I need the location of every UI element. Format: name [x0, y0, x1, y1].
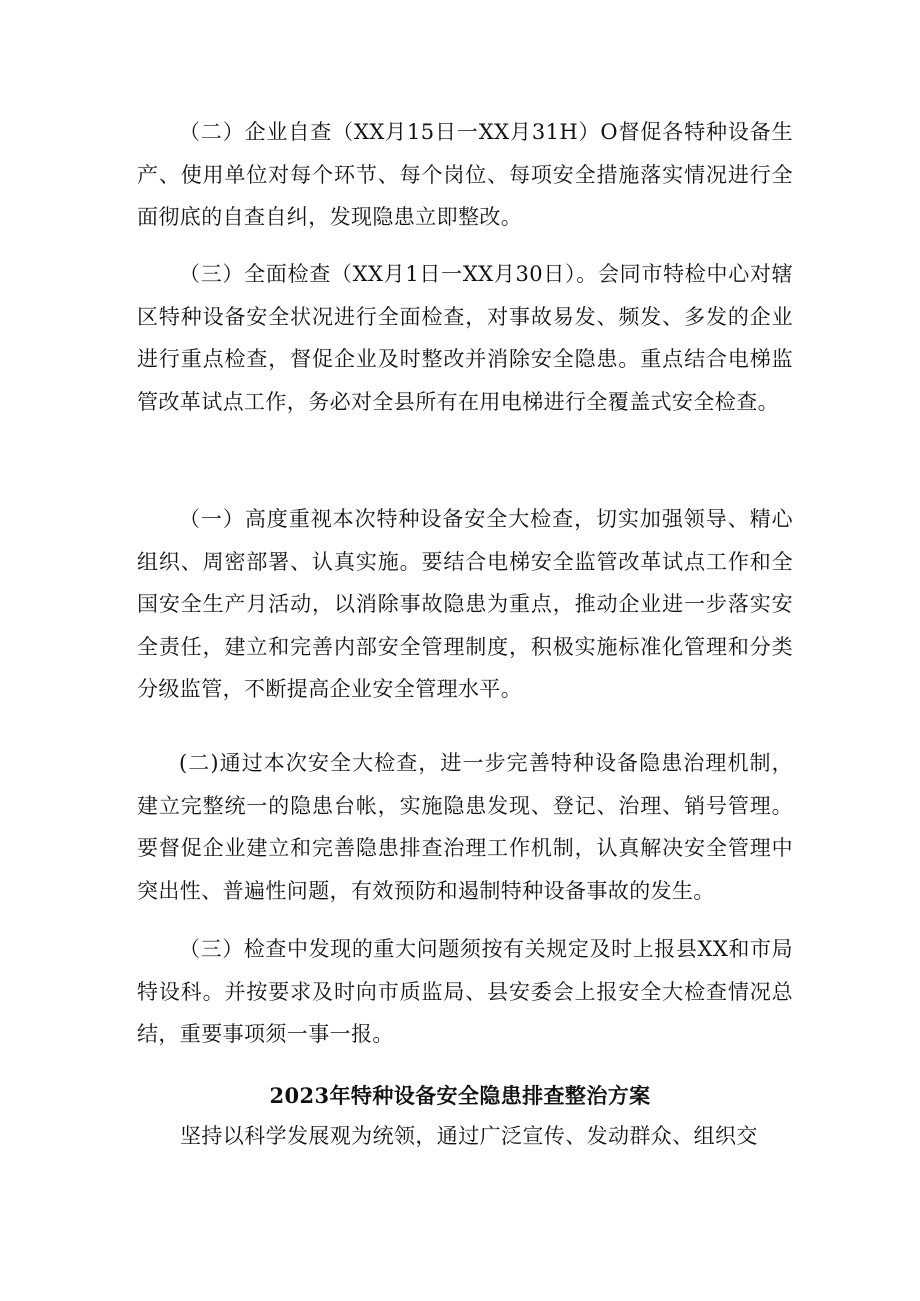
section-heading: 2023年特种设备安全隐患排查整治方案 [269, 1083, 651, 1108]
paragraph-attach-importance: （一）高度重视本次特种设备安全大检查，切实加强领导、精心组织、周密部署、认真实施。要结合电梯安全监管改革试点工作和全国安全生产月活动，以消除事故隐患为重点，推动企业进一步落实安全责任，建立和完善内部安全管理制度，积极实施标准化管理和分类分级监管，不断提高企业安全管理水平。 [137, 507, 793, 701]
paragraph-report-issues: （三）检查中发现的重大问题须按有关规定及时上报县XX和市局特设科。并按要求及时向市质监局、县安委会上报安全大检查情况总结，重要事项须一事一报。 [137, 937, 793, 1046]
paragraph-enterprise-self-check: （二）企业自查（XX月15日一XX月31H）O督促各特种设备生产、使用单位对每个环节、每个岗位、每项安全措施落实情况进行全面彻底的自查自纠，发现隐患立即整改。 [137, 120, 793, 229]
paragraph-comprehensive-inspection: （三）全面检查（XX月1日一XX月30日）。会同市特检中心对辖区特种设备安全状况进行全面检查，对事故易发、频发、多发的企业进行重点检查，督促企业及时整改并消除安全隐患。重点结合电梯监管改革试点工作，务必对全县所有在用电梯进行全覆盖式安全检查。 [137, 262, 793, 414]
paragraph-closing-partial: 坚持以科学发展观为统领，通过广泛宣传、发动群众、组织交 [180, 1124, 758, 1148]
paragraph-improve-mechanism: (二)通过本次安全大检查，进一步完善特种设备隐患治理机制，建立完整统一的隐患台帐，实施隐患发现、登记、治理、销号管理。要督促企业建立和完善隐患排查治理工作机制，认真解决安全管理中突出性、普遍性问题，有效预防和遏制特种设备事故的发生。 [137, 751, 793, 903]
